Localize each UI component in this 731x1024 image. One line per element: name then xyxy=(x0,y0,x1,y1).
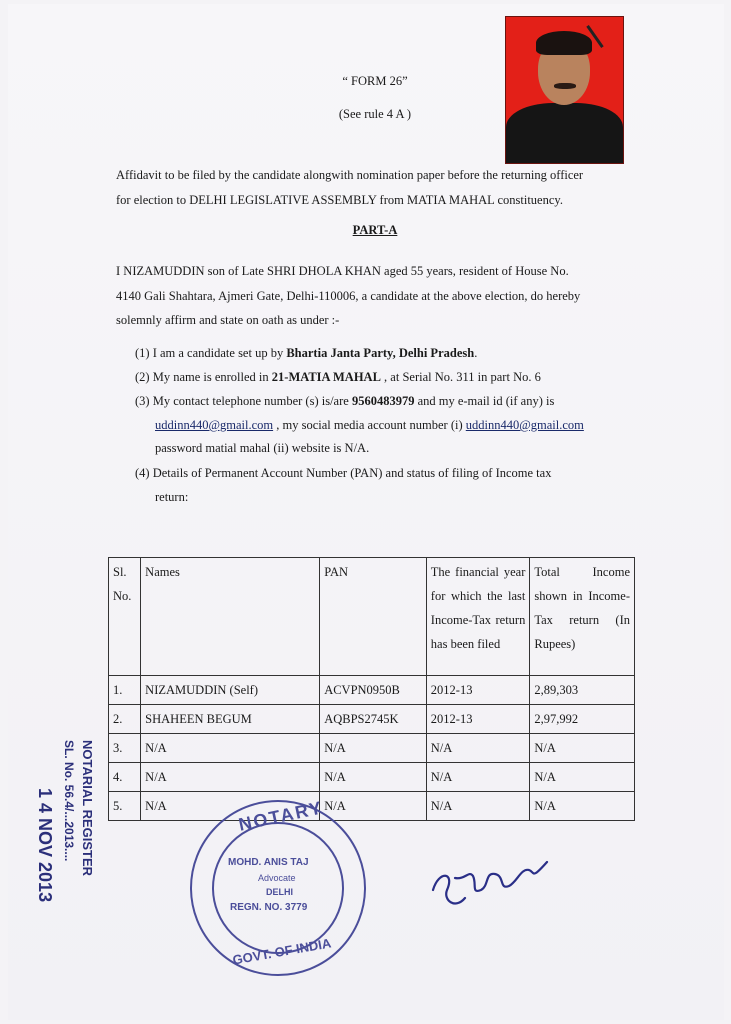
social-media-text: , my social media account number (i) xyxy=(273,418,466,432)
item-3-text: (3) My contact telephone number (s) is/are xyxy=(135,394,352,408)
statement-line-3: solemnly affirm and state on oath as under :- xyxy=(116,313,340,327)
cell-year: N/A xyxy=(426,734,530,763)
header-sl: Sl. No. xyxy=(109,558,141,676)
cell-name: N/A xyxy=(141,792,320,821)
header-pan: PAN xyxy=(320,558,427,676)
table-row xyxy=(109,763,635,792)
signature xyxy=(425,850,555,920)
cell-income: N/A xyxy=(530,763,635,792)
table-row xyxy=(109,705,635,734)
form-title: “ FORM 26” xyxy=(342,74,408,88)
item-2 xyxy=(135,366,635,390)
intro-line-2: for election to DELHI LEGISLATIVE ASSEMBLY from MATIA MAHAL constituency. xyxy=(116,193,563,207)
statement-line-1: I NIZAMUDDIN son of Late SHRI DHOLA KHAN aged 55 years, resident of House No. xyxy=(116,264,569,278)
cell-name: SHAHEEN BEGUM xyxy=(141,705,320,734)
seal-role: Advocate xyxy=(258,873,296,883)
notarial-register-title: NOTARIAL REGISTER xyxy=(80,740,95,877)
notarial-date: 1 4 NOV 2013 xyxy=(35,788,55,903)
statement-line-2: 4140 Gali Shahtara, Ajmeri Gate, Delhi-110006, a candidate at the above election, do hereby xyxy=(116,289,581,303)
item-3-line-3: password matial mahal (ii) website is N/A. xyxy=(155,441,370,455)
table-row xyxy=(109,792,635,821)
party-name: Bhartia Janta Party, Delhi Pradesh xyxy=(286,346,475,360)
cell-income: N/A xyxy=(530,792,635,821)
item-1 xyxy=(135,342,635,366)
table-row xyxy=(109,676,635,705)
seal-city: DELHI xyxy=(266,887,293,897)
cell-sl: 1. xyxy=(109,676,141,705)
notary-seal xyxy=(190,797,366,976)
notarial-serial: SL. No. 56.4/...2013.... xyxy=(62,740,76,862)
cell-sl: 2. xyxy=(109,705,141,734)
social-email-link[interactable]: uddinn440@gmail.com xyxy=(465,418,584,432)
item-1-text: (1) I am a candidate set up by xyxy=(135,346,287,360)
cell-year: N/A xyxy=(426,763,530,792)
cell-year: 2012-13 xyxy=(426,676,530,705)
cell-income: 2,89,303 xyxy=(530,676,635,705)
cell-pan: AQBPS2745K xyxy=(320,705,427,734)
header-financial-year: The financial year for which the last Income-Tax return has been filed xyxy=(426,558,530,676)
item-3-line-2 xyxy=(155,414,635,438)
cell-income: 2,97,992 xyxy=(530,705,635,734)
item-2-text: (2) My name is enrolled in xyxy=(135,370,272,384)
cell-name: N/A xyxy=(141,734,320,763)
cell-year: 2012-13 xyxy=(426,705,530,734)
cell-year: N/A xyxy=(426,792,530,821)
item-3-suffix: and my e-mail id (if any) is xyxy=(414,394,555,408)
intro-line-1: Affidavit to be filed by the candidate alongwith nomination paper before the returning officer xyxy=(116,168,584,182)
item-2-suffix: , at Serial No. 311 in part No. 6 xyxy=(380,370,541,384)
constituency-name: 21-MATIA MAHAL xyxy=(271,370,381,384)
table-row xyxy=(109,734,635,763)
cell-pan: N/A xyxy=(320,792,427,821)
table-header-row xyxy=(109,558,635,676)
rule-reference: (See rule 4 A ) xyxy=(338,107,412,121)
seal-top-text: NOTARY xyxy=(236,797,326,835)
cell-pan: N/A xyxy=(320,763,427,792)
cell-name: NIZAMUDDIN (Self) xyxy=(141,676,320,705)
item-3-line-1 xyxy=(135,390,635,414)
seal-registration: REGN. NO. 3779 xyxy=(230,902,308,913)
email-link[interactable]: uddinn440@gmail.com xyxy=(155,418,274,432)
cell-sl: 3. xyxy=(109,734,141,763)
header-names: Names xyxy=(141,558,320,676)
cell-income: N/A xyxy=(530,734,635,763)
phone-number: 9560483979 xyxy=(351,394,415,408)
cell-pan: ACVPN0950B xyxy=(320,676,427,705)
item-4-line-1: (4) Details of Permanent Account Number (PAN) and status of filing of Income tax xyxy=(135,466,552,480)
cell-sl: 5. xyxy=(109,792,141,821)
candidate-photo xyxy=(505,16,624,164)
pan-table xyxy=(108,557,635,821)
header-total-income: Total Income shown in Income-Tax return (In Rupees) xyxy=(530,558,635,676)
item-4-line-2: return: xyxy=(155,490,189,504)
item-1-suffix: . xyxy=(474,346,478,360)
part-title: PART-A xyxy=(352,223,398,237)
seal-name: MOHD. ANIS TAJ xyxy=(228,857,309,868)
cell-name: N/A xyxy=(141,763,320,792)
seal-bottom-text: GOVT. OF INDIA xyxy=(231,935,333,968)
cell-sl: 4. xyxy=(109,763,141,792)
cell-pan: N/A xyxy=(320,734,427,763)
